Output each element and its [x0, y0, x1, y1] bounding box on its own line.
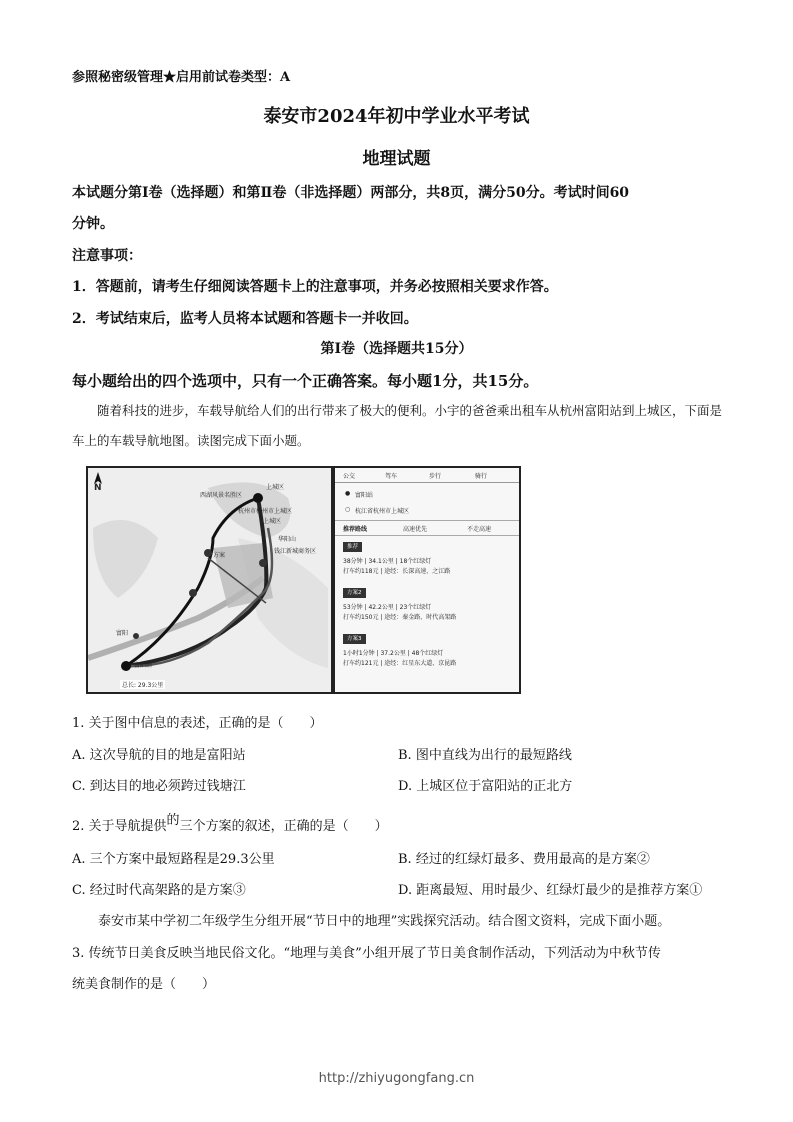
section-title: 第Ⅰ卷（选择题共15分）	[320, 341, 473, 357]
nav-tab-bus[interactable]: 公交	[343, 473, 356, 480]
notice-title: 注意事项：	[72, 248, 142, 264]
nav-tab-bike[interactable]: 骑行	[475, 473, 488, 480]
option-no-highway[interactable]: 不走高速	[467, 526, 492, 533]
plan-2-tag: 方案2	[343, 588, 366, 598]
intro-line-2: 分钟。	[72, 216, 114, 232]
option-highway[interactable]: 高速优先	[403, 526, 428, 533]
nav-from[interactable]: 富阳站	[355, 492, 374, 499]
nav-tabs	[335, 468, 519, 483]
map-drawing	[88, 468, 331, 692]
map-label-fuyang: 富阳	[116, 630, 129, 637]
q3-line-2: 统美食制作的是（ ）	[72, 977, 216, 992]
q1-option-c[interactable]: C. 到达目的地必须跨过钱塘江	[72, 779, 246, 794]
plan-3-line-2[interactable]: 打车约121元 | 途经：红星东大道、京昆路	[343, 660, 457, 667]
start-dot-icon: ●	[345, 490, 351, 497]
navigation-figure	[86, 466, 520, 694]
section-instruction: 每小题给出的四个选项中，只有一个正确答案。每小题1分，共15分。	[72, 372, 539, 390]
q2-option-b[interactable]: B. 经过的红绿灯最多、费用最高的是方案②	[398, 852, 650, 867]
nav-tab-walk[interactable]: 步行	[429, 473, 442, 480]
q1-option-d[interactable]: D. 上城区位于富阳站的正北方	[398, 779, 573, 794]
nav-options	[335, 520, 519, 536]
map-label-huayang: 华阳山	[278, 536, 297, 543]
q2-stem	[72, 815, 388, 834]
plan-1-line-2[interactable]: 打车约118元 | 途经：长深高速、之江路	[343, 568, 451, 575]
q3-line-1: 3. 传统节日美食反映当地民俗文化。“地理与美食”小组开展了节日美食制作活动，下列活动为中秋节传	[72, 946, 661, 961]
map-label-xihu: 西湖风景名胜区	[200, 492, 243, 499]
q2-option-d[interactable]: D. 距离最短、用时最少、红绿灯最少的是推荐方案①	[398, 883, 703, 898]
q2-stem-part-1: 2. 关于导航提供	[72, 819, 167, 834]
option-recommended[interactable]: 推荐路线	[343, 526, 368, 533]
route-map	[86, 466, 333, 694]
notice-item-1: 1．答题前，请考生仔细阅读答题卡上的注意事项，并务必按照相关要求作答。	[72, 279, 558, 295]
nav-panel	[333, 466, 521, 694]
exam-title: 泰安市2024年初中学业水平考试	[263, 106, 530, 127]
q1-option-a[interactable]: A. 这次导航的目的地是富阳站	[72, 748, 246, 763]
end-dot-icon: ○	[345, 506, 351, 513]
plan-3-tag: 方案3	[343, 634, 366, 644]
map-label-qiantang: 钱江新城商务区	[274, 548, 317, 555]
passage-2: 泰安市某中学初二年级学生分组开展“节日中的地理”实践探究活动。结合图文资料，完成下面小题。	[98, 914, 671, 929]
map-label-fangan: 方案	[213, 552, 226, 559]
nav-tab-drive[interactable]: 驾车	[385, 473, 398, 480]
map-label-fuyang-station: 富阳站	[134, 662, 153, 669]
plan-1-tag: 推荐	[343, 542, 362, 552]
q2-option-c[interactable]: C. 经过时代高架路的是方案③	[72, 883, 246, 898]
subject-title: 地理试题	[362, 149, 431, 169]
q1-stem: 1. 关于图中信息的表述，正确的是（ ）	[72, 716, 323, 731]
plan-2-line-2[interactable]: 打车约150元 | 途经：秦金路、时代高架路	[343, 614, 457, 621]
q2-stem-sup: 的	[166, 813, 180, 828]
nav-to[interactable]: 杭江省杭州市上城区	[355, 508, 410, 515]
footer-url[interactable]: http://zhiyugongfang.cn	[318, 1071, 475, 1086]
confidential-line: 参照秘密级管理★启用前试卷类型：A	[72, 70, 291, 85]
north-label: N	[94, 483, 102, 493]
q2-stem-part-2: 三个方案的叙述，正确的是（ ）	[179, 819, 388, 834]
plan-2-line-1[interactable]: 53分钟 | 42.2公里 | 23个红绿灯	[343, 604, 432, 611]
intro-line-1: 本试题分第Ⅰ卷（选择题）和第Ⅱ卷（非选择题）两部分，共8页，满分50分。考试时间60	[72, 185, 630, 201]
plan-1-line-1[interactable]: 38分钟 | 34.1公里 | 18个红绿灯	[343, 558, 432, 565]
map-label-shangcheng-2: 上城区	[263, 518, 282, 525]
map-label-shangcheng: 上城区	[266, 484, 285, 491]
map-label-dest: 杭州市杭州市上城区	[238, 508, 293, 515]
plan-3-line-1[interactable]: 1小时1分钟 | 37.2公里 | 48个红绿灯	[343, 650, 444, 657]
q2-option-a[interactable]: A. 三个方案中最短路程是29.3公里	[72, 852, 275, 867]
notice-item-2: 2．考试结束后，监考人员将本试题和答题卡一并收回。	[72, 311, 418, 327]
map-scale-label: 总长: 29.3公里	[122, 682, 164, 689]
q1-option-b[interactable]: B. 图中直线为出行的最短路线	[398, 748, 572, 763]
passage-1: 随着科技的进步，车载导航给人们的出行带来了极大的便利。小宇的爸爸乘出租车从杭州富阳站到上城区，下面是车上的车载导航地图。读图完成下面小题。	[72, 403, 723, 448]
